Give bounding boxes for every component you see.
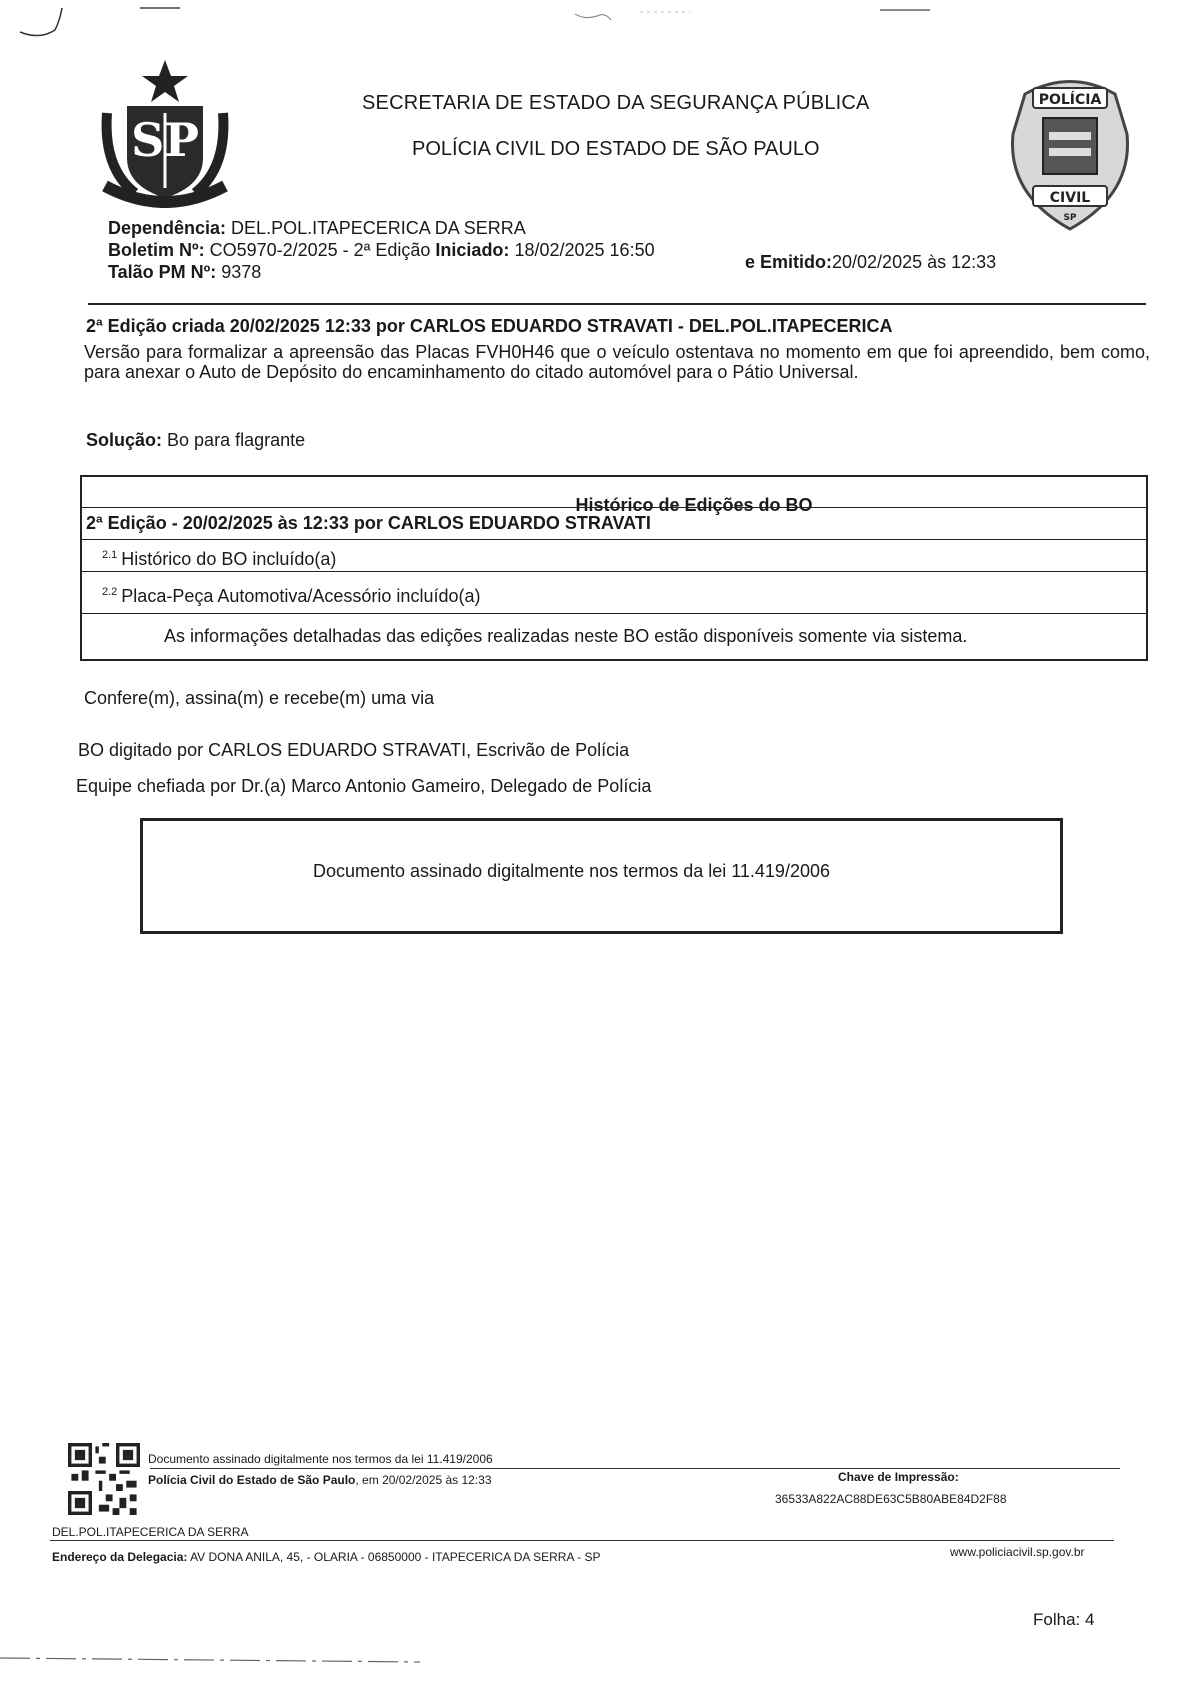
footer-sign-org: Polícia Civil do Estado de São Paulo (148, 1473, 356, 1487)
header-divider (88, 303, 1146, 305)
chave-value: 36533A822AC88DE63C5B80ABE84D2F88 (775, 1492, 1007, 1506)
boletim-value: CO5970-2/2025 - 2ª Edição (209, 240, 431, 260)
boletim-line (108, 240, 655, 261)
endereco-value: AV DONA ANILA, 45, - OLARIA - 06850000 - ITAPECERICA DA SERRA - SP (190, 1550, 601, 1564)
dependencia-line (108, 218, 526, 239)
policia-civil-badge-logo (1005, 74, 1135, 234)
history-table-title: Histórico de Edições do BO (575, 495, 813, 515)
history-note-row: As informações detalhadas das edições realizadas neste BO estão disponíveis somente via sistema. (82, 613, 1146, 658)
emitido-line (745, 252, 996, 273)
svg-text:SP: SP (1063, 213, 1077, 223)
talao-value: 9378 (221, 262, 262, 282)
emitido-value: 20/02/2025 às 12:33 (832, 252, 997, 272)
edition-title: 2ª Edição criada 20/02/2025 12:33 por CARLOS EDUARDO STRAVATI - DEL.POL.ITAPECERICA (86, 316, 893, 336)
history-item-text: Histórico do BO incluído(a) (121, 549, 337, 569)
scan-bottom-marks (0, 1650, 1190, 1670)
emitido-label: e Emitido: (745, 252, 833, 272)
history-item-text: Placa-Peça Automotiva/Acessório incluído(a) (121, 586, 481, 606)
equipe-text: Equipe chefiada por Dr.(a) Marco Antonio Gameiro, Delegado de Polícia (76, 776, 652, 796)
svg-text:SP: SP (131, 113, 199, 167)
solucao-value: Bo para flagrante (167, 430, 306, 450)
history-table (80, 475, 1148, 661)
endereco-label: Endereço da Delegacia: (52, 1550, 188, 1564)
footer-mid-rule (50, 1540, 1114, 1541)
website-link[interactable]: www.policiacivil.sp.gov.br (950, 1545, 1085, 1559)
talao-line (108, 262, 261, 283)
qr-code-icon (68, 1443, 140, 1515)
svg-text:CIVIL: CIVIL (1049, 190, 1091, 206)
footer-sign-date: , em 20/02/2025 às 12:33 (355, 1473, 492, 1487)
footer-sign-line1: Documento assinado digitalmente nos termos da lei 11.419/2006 (148, 1452, 493, 1466)
footer-dependencia: DEL.POL.ITAPECERICA DA SERRA (52, 1525, 249, 1539)
folha-number: Folha: 4 (1033, 1610, 1095, 1629)
iniciado-value: 18/02/2025 16:50 (514, 240, 655, 260)
scan-marks (0, 0, 1190, 40)
solucao-line (86, 430, 305, 451)
history-table-header (82, 475, 1146, 515)
boletim-label: Boletim Nº: (108, 240, 205, 260)
digital-signature-text: Documento assinado digitalmente nos termos da lei 11.419/2006 (313, 861, 830, 881)
history-item-2-1 (82, 539, 1146, 570)
dependencia-value: DEL.POL.ITAPECERICA DA SERRA (231, 218, 526, 238)
solucao-label: Solução: (86, 430, 163, 450)
talao-label: Talão PM Nº: (108, 262, 217, 282)
history-item-number: 2.2 (102, 586, 118, 598)
edition-description: Versão para formalizar a apreensão das Placas FVH0H46 que o veículo ostentava no momento em que foi apreendido, bem como, para anexar o Auto de Depósito do encaminhamento do citado automóvel para o Pátio Universal. (84, 342, 1150, 382)
confere-text: Confere(m), assina(m) e recebe(m) uma via (84, 688, 435, 708)
history-item-number: 2.1 (102, 549, 118, 561)
header-secretaria: SECRETARIA DE ESTADO DA SEGURANÇA PÚBLICA (362, 92, 870, 114)
sp-coat-of-arms-logo (95, 58, 235, 208)
header-policia-civil: POLÍCIA CIVIL DO ESTADO DE SÃO PAULO (412, 138, 820, 160)
iniciado-label: Iniciado: (435, 240, 510, 260)
digital-signature-box (140, 818, 1063, 934)
svg-text:POLÍCIA: POLÍCIA (1038, 92, 1102, 108)
footer-top-rule (150, 1468, 1120, 1469)
dependencia-label: Dependência: (108, 218, 227, 238)
chave-label: Chave de Impressão: (838, 1470, 959, 1484)
history-edition-row: 2ª Edição - 20/02/2025 às 12:33 por CARLOS EDUARDO STRAVATI (82, 507, 1146, 538)
footer-sign-line2 (148, 1473, 492, 1487)
history-item-2-2 (82, 571, 1146, 612)
digitado-text: BO digitado por CARLOS EDUARDO STRAVATI, Escrivão de Polícia (78, 740, 630, 760)
endereco-line (52, 1550, 600, 1564)
